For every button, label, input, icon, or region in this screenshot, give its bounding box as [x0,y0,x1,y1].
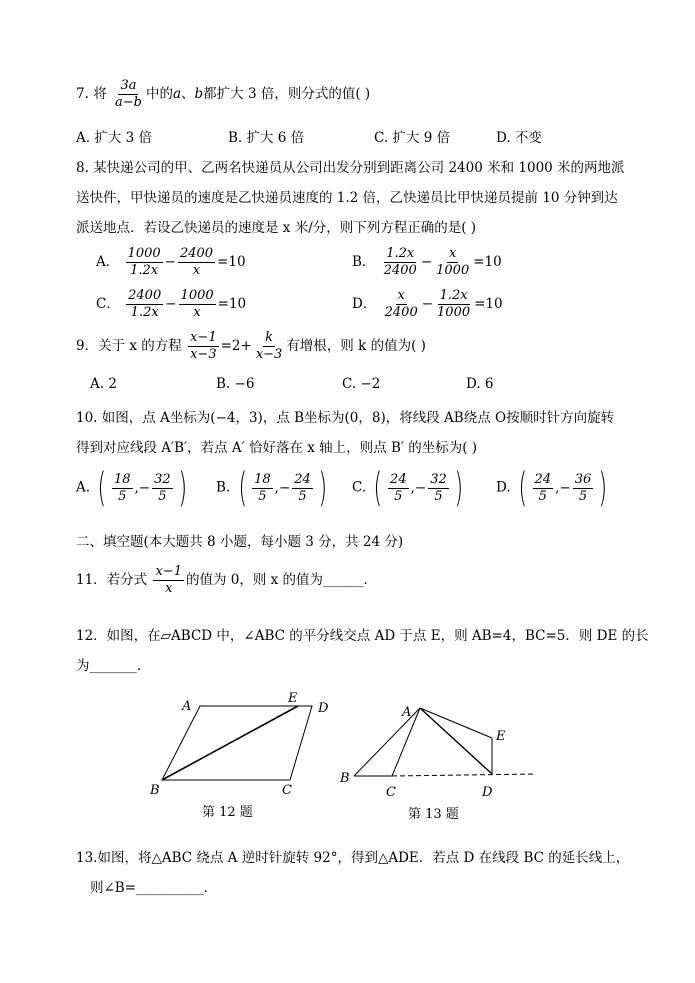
q8a-rhs: =10 [217,254,246,270]
q8-option-d [352,288,503,321]
segment-ae [420,708,492,738]
q8b-op: − [420,254,433,270]
q9-option-b: B. −6 [216,376,255,392]
q11-num: x−1 [155,564,182,579]
q10b-den-1: 5 [258,488,267,504]
q10b-den-2: 5 [298,488,307,504]
q8-option-c-label: C． [96,296,120,312]
q9-frac-2 [254,330,285,363]
q9-prefix: 9．关于 x 的方程 [76,338,182,354]
q9-frac-1 [188,330,219,363]
q10d-num-1: 24 [534,471,552,487]
q10d-den-2: 5 [578,488,588,504]
q8c-num-2: 1000 [180,288,214,303]
label-b: B [150,783,160,798]
q8-option-a-label: A． [96,254,120,270]
q7-mid: 中的 [145,86,173,102]
q10-option-a [76,465,190,511]
q8a-num-2: 2400 [179,246,214,261]
q10-option-b-point: ( $\frac{18}{5}$ ,− $\frac{24}{5}$ ) [238,465,327,511]
q10-option-a-label: A. [76,479,91,496]
label-a: A [182,699,192,714]
q7-var-a: a [172,86,182,102]
q8b-num-2: x [449,246,457,261]
q9-frac-1-num: x−1 [190,330,217,345]
q10c-num-2: 32 [430,471,447,487]
q10b-num-2: 24 [294,471,311,487]
figure-13-caption: 第 13 题 [408,807,459,822]
q8a-den-2: x [192,263,201,278]
q7-option-a: A. 扩大 3 倍 [76,130,153,146]
q8-option-a [96,246,246,279]
right-paren-icon: ) [454,465,463,511]
label-c: C [282,783,292,798]
extension-cd [392,774,536,776]
q10b-num-1: 18 [254,471,271,487]
q9-option-a: A. 2 [90,376,117,392]
q8c-num-1: 2400 [128,288,162,303]
q8d-frac-2 [435,288,472,321]
q7-fraction-numerator: 3a [120,78,137,93]
q10-option-d [496,465,611,511]
q10c-num-1: 24 [390,471,407,487]
q7-option-d: D. 不变 [496,130,542,146]
q8-line-3: 派送地点．若设乙快递员的速度是 x 米/分，则下列方程正确的是( ) [76,220,477,236]
right-paren-icon: ) [318,465,327,511]
q8c-rhs: =10 [217,296,247,312]
q8d-num-2: 1.2x [439,288,468,303]
q11-fraction [153,564,184,597]
section-2-title: 二、填空题(本大题共 8 小题，每小题 3 分，共 24 分) [76,534,404,550]
q13-line-1: 13.如图，将△ABC 绕点 A 逆时针旋转 92°，得到△ADE．若点 D 在线段 BC 的延长线上， [76,850,630,866]
q11-rest: 的值为 0，则 x 的值为______． [185,572,378,588]
left-paren-icon: ( [238,465,247,511]
q8c-frac-1 [126,288,163,321]
q8d-op: − [421,296,434,312]
q8d-den-1: 2400 [384,305,418,320]
q9-mid: =2+ [220,338,252,354]
q8-option-d-label: D． [352,296,377,312]
q10d-frac-1 [533,472,554,505]
q8d-rhs: =10 [474,296,503,312]
q8c-den-1: 1.2x [130,305,159,320]
q8-line-2: 送快件，甲快递员的速度是乙快递员速度的 1.2 倍，乙快递员比甲快递员提前 10 分钟到达 [76,190,618,206]
q7-prefix: 将 [93,86,107,102]
q8c-op: − [165,296,177,312]
question-7 [76,78,370,111]
q8-line-1: 8. 某快递公司的甲、乙两名快递员从公司出发分别到距离公司 2400 米和 1000 米的两地派 [76,160,625,176]
q8a-frac-1 [126,246,163,279]
q8-option-b [352,246,502,279]
q8a-op: − [164,254,176,270]
q11-prefix: 11．若分式 [76,572,148,588]
q10d-den-1: 5 [538,488,547,504]
q13-line-2: 则∠B=__________． [90,880,218,896]
q10c-den-2: 5 [434,488,443,504]
figure-13 [336,696,546,826]
q10a-num-1: 18 [113,471,131,487]
q10a-den-2: 5 [158,488,167,504]
q8b-den-1: 2400 [383,263,417,278]
label-e: E [496,729,506,744]
q10-option-c-point: ( $\frac{24}{5}$ ,− $\frac{32}{5}$ ) [373,465,463,511]
q10d-num-2: 36 [574,471,592,487]
q9-option-d: D. 6 [466,376,494,392]
q7-var-b: b [194,86,204,102]
q7-option-b: B. 扩大 6 倍 [228,130,305,146]
label-a: A [402,705,412,720]
q8b-den-2: 1000 [436,263,470,278]
q8b-frac-1 [382,246,419,279]
q7-fraction [113,78,144,111]
q8a-num-1: 1000 [127,246,161,261]
q8a-frac-2 [178,246,215,279]
label-c: C [386,785,396,800]
q10a-frac-1 [112,472,133,505]
q7-rest: 都扩大 3 倍，则分式的值( ) [203,86,371,102]
q9-frac-1-den: x−3 [190,347,217,362]
q12-line-2: 为_______． [76,658,151,674]
q8c-den-2: x [193,305,201,320]
q10b-frac-2 [292,472,313,505]
label-e: E [288,691,298,706]
q9-frac-2-num: k [265,330,273,345]
q10a-frac-2 [152,472,173,505]
q9-rest: 有增根，则 k 的值为( ) [286,338,426,354]
q10c-frac-2 [428,472,449,505]
label-b: B [340,771,350,786]
q10-option-c [352,465,466,511]
q12-line-1: 12．如图，在▱ABCD 中，∠ABC 的平分线交点 AD 于点 E，则 AB=4，BC=5．则 DE 的长 [76,628,649,644]
q10-line-2: 得到对应线段 A′B′，若点 A′ 恰好落在 x 轴上，则点 B′ 的坐标为( ) [76,440,478,456]
q10-option-c-label: C. [352,479,367,496]
figure-12-caption: 第 12 题 [202,805,253,820]
q8c-frac-2 [179,288,216,321]
figure-12 [140,686,340,826]
label-d: D [482,785,493,800]
q10c-frac-1 [388,472,409,505]
left-paren-icon: ( [373,465,383,511]
q10a-den-1: 5 [118,488,127,504]
q10-option-b [216,465,330,511]
q10-line-1: 10. 如图，点 A坐标为(−4，3)，点 B坐标为(0，8)，将线段 AB绕点 O按顺时针方向旋转 [76,410,615,426]
label-d: D [318,701,329,716]
question-11 [76,564,377,597]
right-paren-icon: ) [598,465,608,511]
q8d-den-2: 1000 [437,305,471,320]
q8b-frac-2 [434,246,471,279]
q8d-num-1: x [397,288,405,303]
q8a-den-1: 1.2x [130,263,159,278]
q9-frac-2-den: x−3 [255,347,283,362]
left-paren-icon: ( [97,465,107,511]
q8b-rhs: =10 [473,254,502,270]
q8-option-c [96,288,246,321]
q10-option-d-point: ( $\frac{24}{5}$ ,− $\frac{36}{5}$ ) [518,465,608,511]
q10d-frac-2 [573,472,594,505]
question-9 [76,330,426,363]
q10-option-d-label: D. [496,479,511,496]
q8-option-b-label: B． [352,254,376,270]
parallelogram-abcd [162,706,312,780]
q7-sep: 、 [181,86,195,102]
q7-fraction-denominator: a−b [114,95,142,110]
q10-option-b-label: B. [216,479,231,496]
q10c-den-1: 5 [394,488,403,504]
q7-option-c: C. 扩大 9 倍 [374,130,451,146]
q7-number: 7. [76,86,89,102]
q10b-frac-1 [252,472,273,505]
right-paren-icon: ) [178,465,187,511]
left-paren-icon: ( [518,465,528,511]
q11-den: x [165,581,173,596]
q10a-num-2: 32 [154,471,171,487]
q10-option-a-point: ( $\frac{18}{5}$ ,− $\frac{32}{5}$ ) [97,465,187,511]
q9-option-c: C. −2 [342,376,381,392]
q8d-frac-1 [383,288,420,321]
q8b-num-1: 1.2x [386,246,415,261]
bisector-be [162,706,298,780]
segment-ad [420,708,492,774]
